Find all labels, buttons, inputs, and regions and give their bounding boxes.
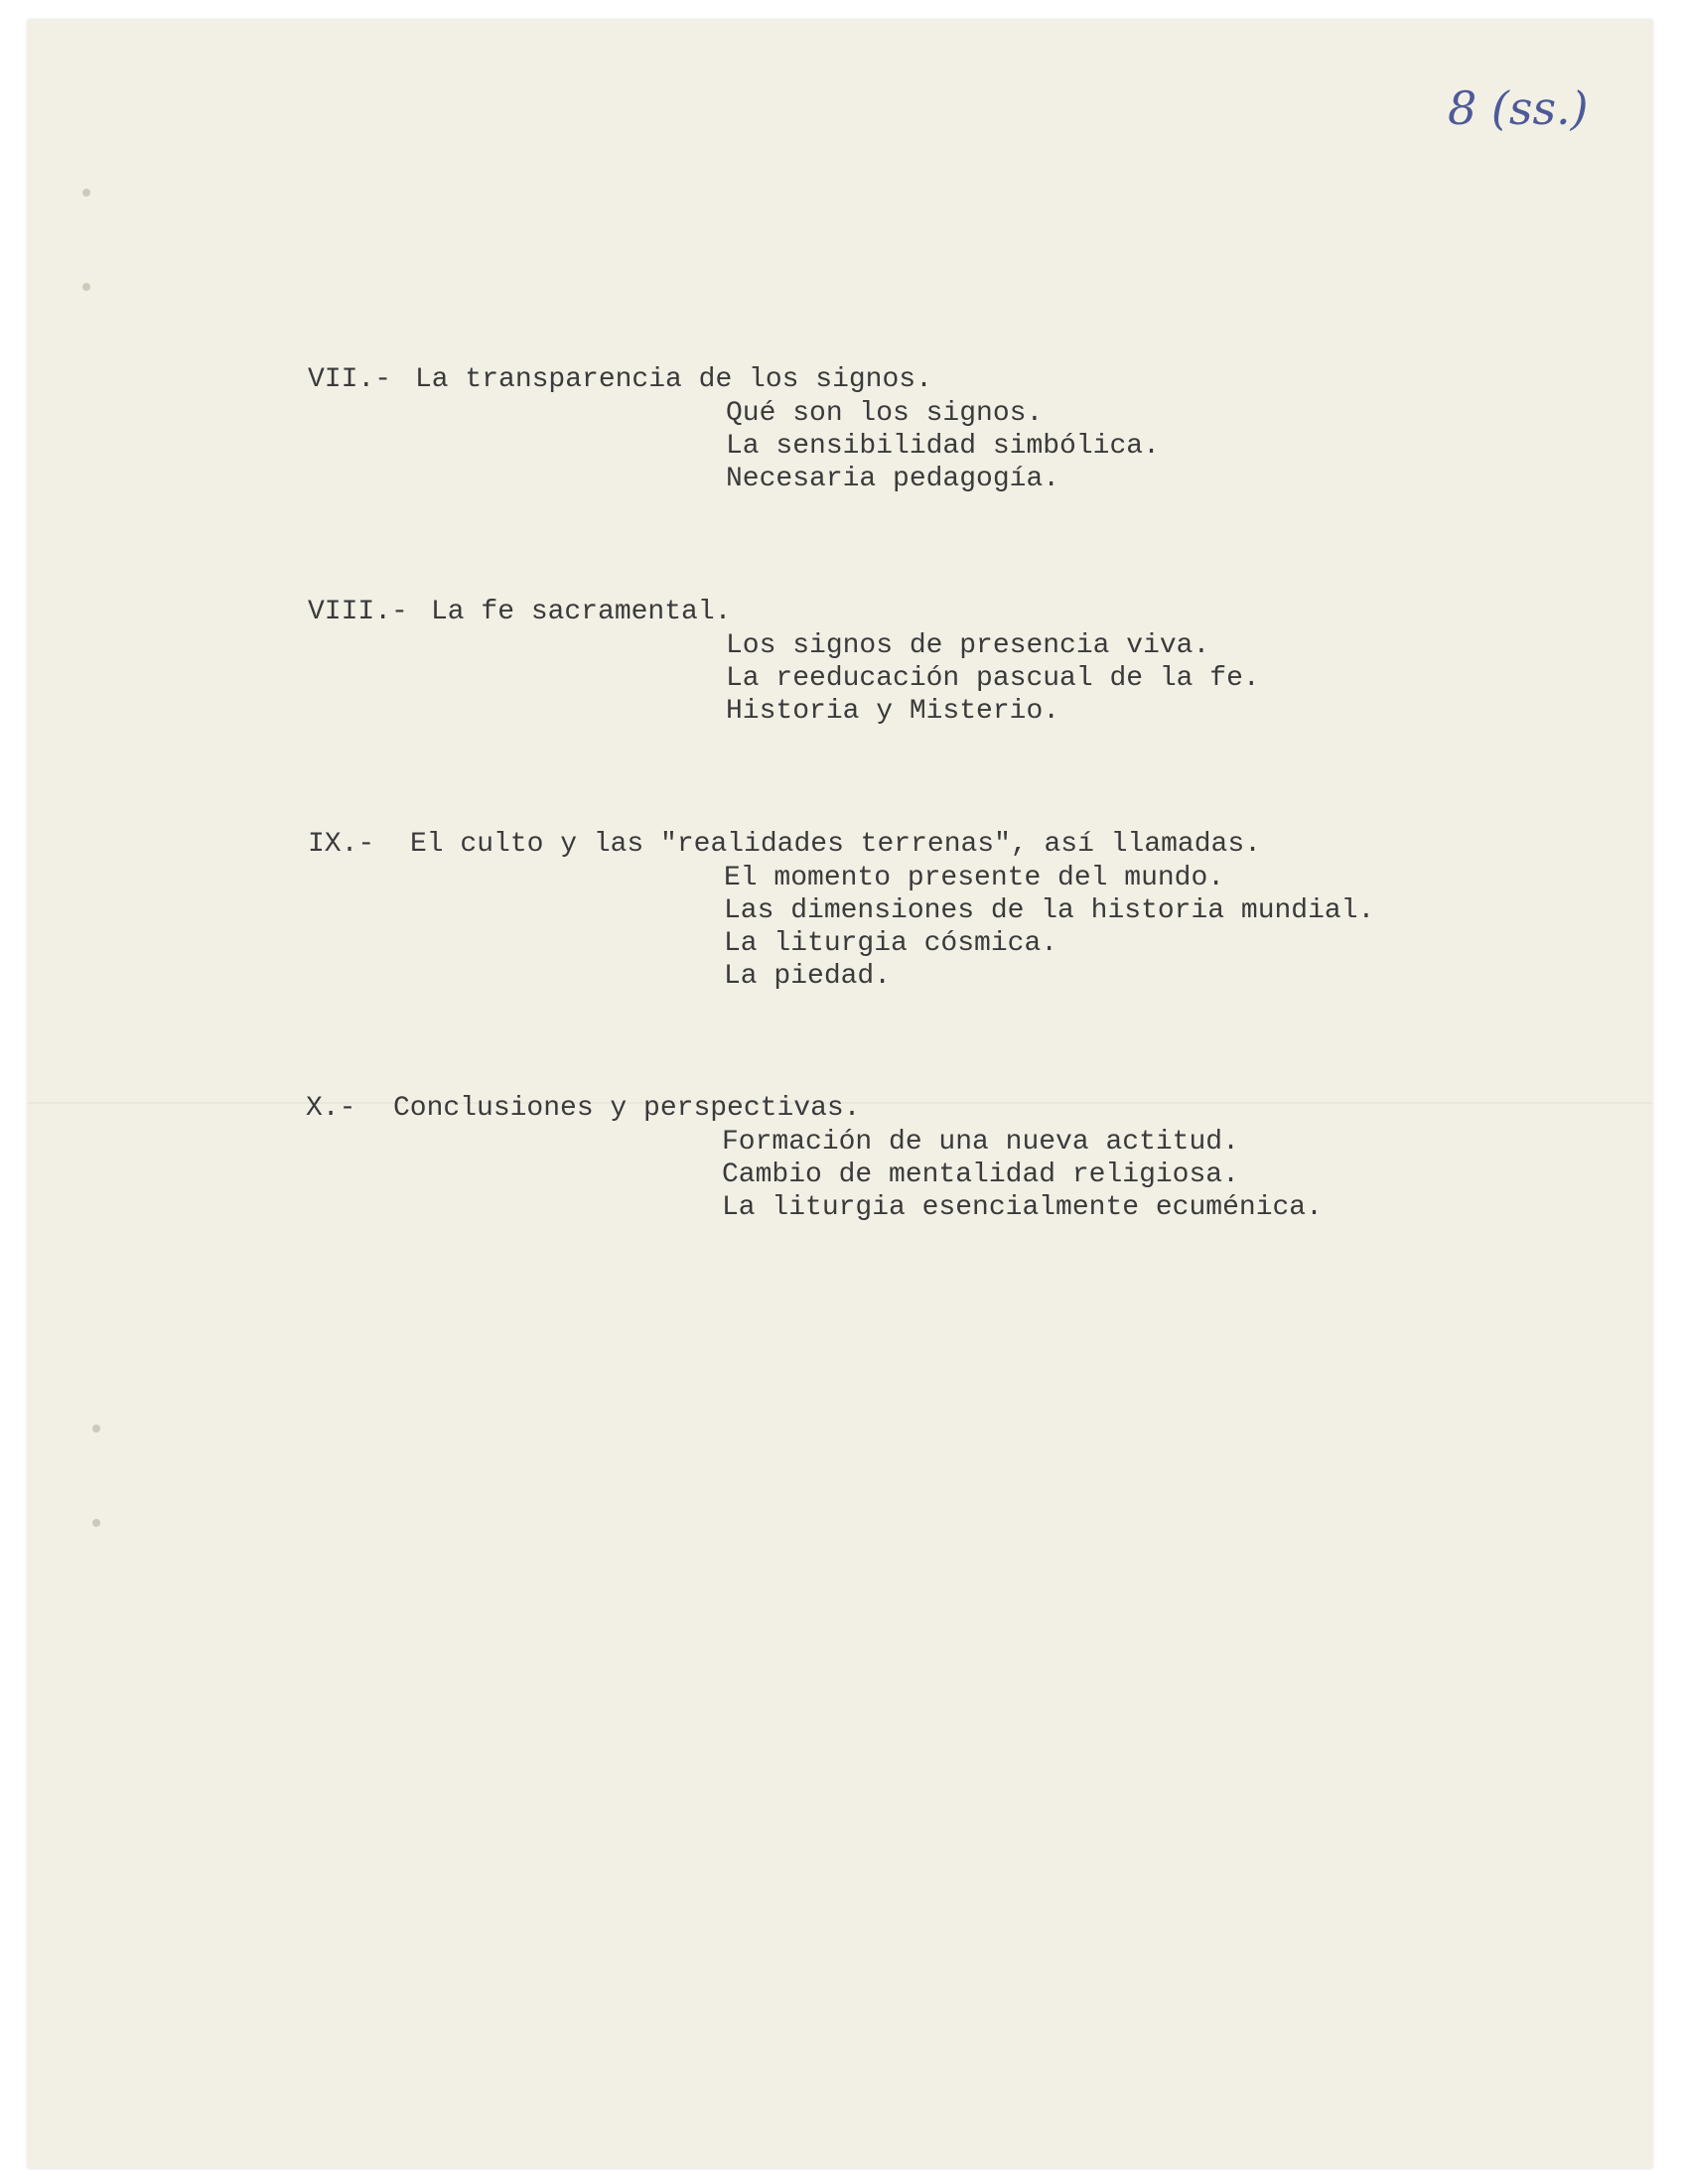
section-subitem: Los signos de presencia viva. bbox=[726, 630, 1210, 661]
section-heading: El culto y las "realidades terrenas", así llamadas. bbox=[410, 829, 1261, 860]
section-subitem: Qué son los signos. bbox=[726, 398, 1044, 429]
section-subitem: Formación de una nueva actitud. bbox=[722, 1127, 1239, 1158]
section-subitem: La piedad. bbox=[724, 961, 892, 992]
handwritten-folio-number: 8 (ss.) bbox=[1448, 81, 1589, 135]
section-subitem: La liturgia cósmica. bbox=[724, 928, 1058, 959]
section-subitem: Historia y Misterio. bbox=[726, 696, 1060, 727]
section-heading: La transparencia de los signos. bbox=[415, 364, 932, 395]
section-subitem: La reeducación pascual de la fe. bbox=[726, 663, 1260, 694]
section-numeral: VIII.- bbox=[308, 597, 408, 627]
punch-mark bbox=[92, 1519, 100, 1527]
section-subitem: El momento presente del mundo. bbox=[724, 863, 1225, 893]
section-heading: Conclusiones y perspectivas. bbox=[393, 1093, 861, 1124]
section-numeral: IX.- bbox=[308, 829, 375, 860]
section-subitem: La liturgia esencialmente ecuménica. bbox=[722, 1192, 1323, 1223]
punch-mark bbox=[82, 283, 90, 291]
section-subitem: Necesaria pedagogía. bbox=[726, 464, 1060, 494]
section-subitem: Cambio de mentalidad religiosa. bbox=[722, 1160, 1239, 1190]
section-subitem: Las dimensiones de la historia mundial. bbox=[724, 895, 1375, 926]
section-heading: La fe sacramental. bbox=[431, 597, 732, 627]
punch-mark bbox=[82, 189, 90, 197]
section-numeral: VII.- bbox=[308, 364, 392, 395]
section-subitem: La sensibilidad simbólica. bbox=[726, 431, 1160, 462]
punch-mark bbox=[92, 1425, 100, 1433]
section-numeral: X.- bbox=[306, 1093, 356, 1124]
